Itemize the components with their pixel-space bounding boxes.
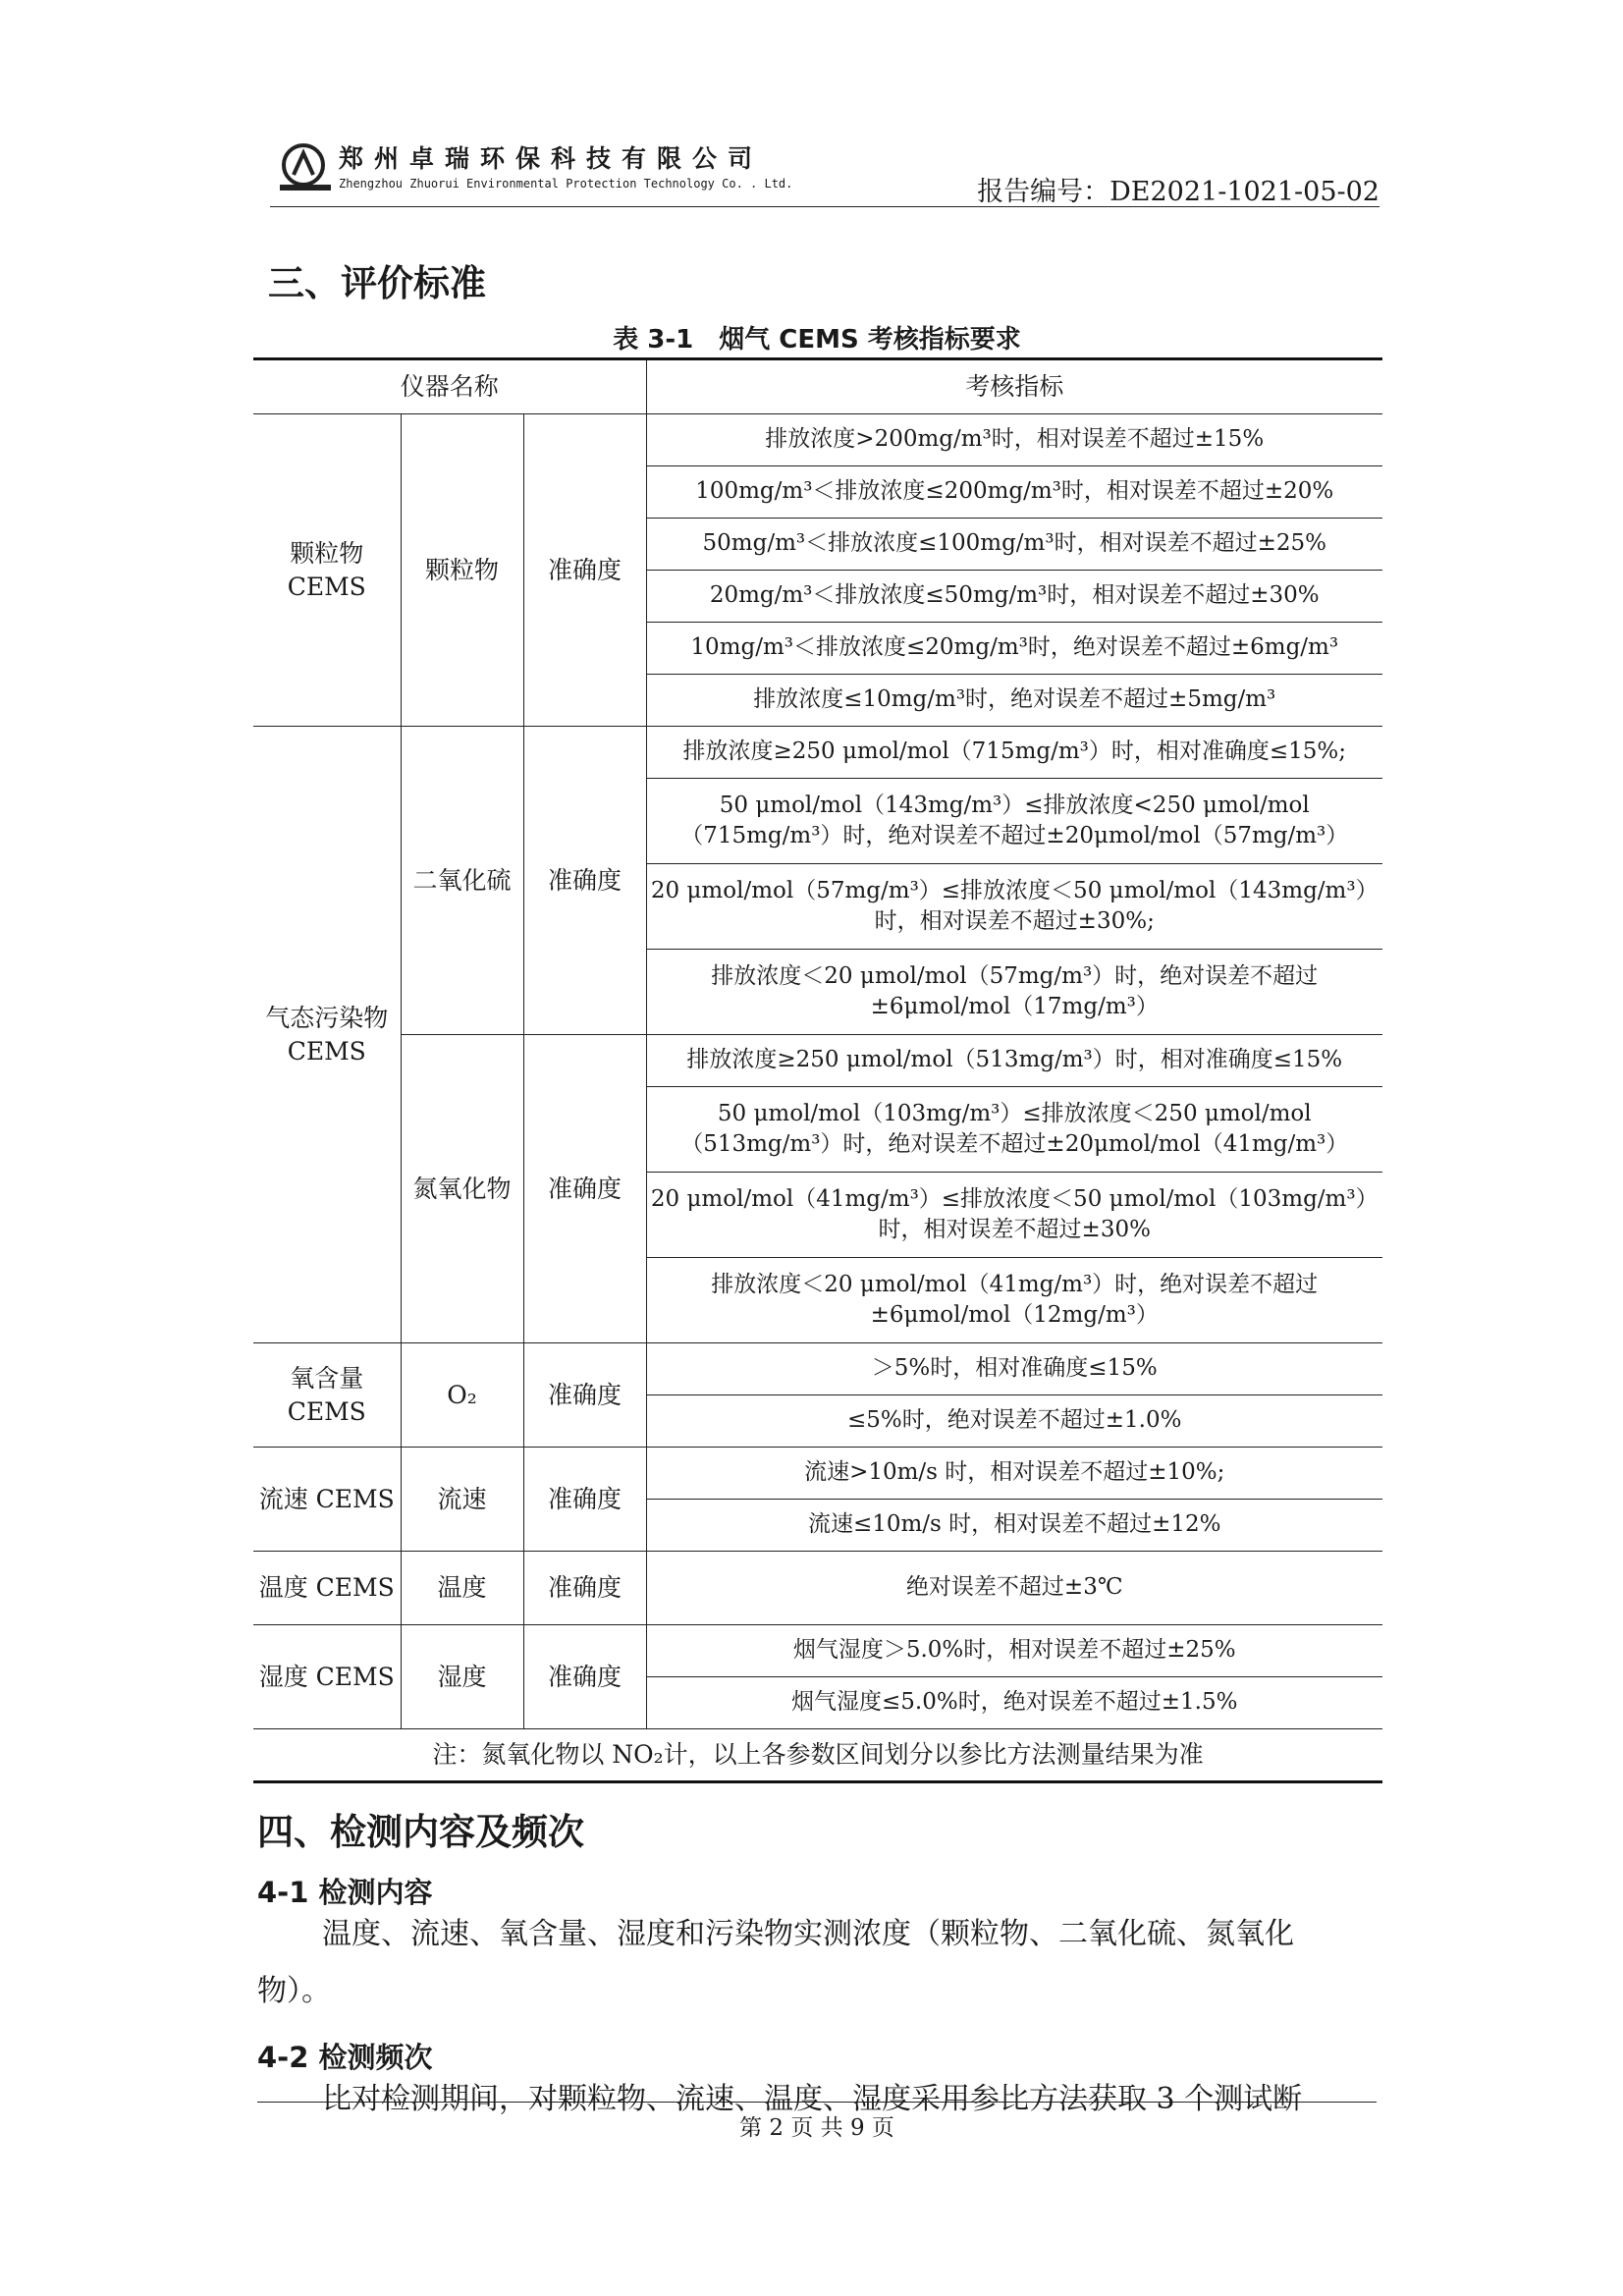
table-header-row — [253, 360, 1382, 414]
paragraph-line: 物）。 — [257, 1974, 331, 2008]
indicator-cell: 排放浓度＜20 μmol/mol（41mg/m³）时，绝对误差不超过±6μmol/mol（12mg/m³） — [646, 1258, 1382, 1343]
table-row — [253, 727, 1382, 779]
table-note-row — [253, 1729, 1382, 1781]
table-row — [253, 1343, 1382, 1395]
metric-particulate: 准确度 — [523, 414, 646, 727]
indicator-cell: 流速≤10m/s 时，相对误差不超过±12% — [646, 1500, 1382, 1552]
indicator-cell: 50 μmol/mol（103mg/m³）≤排放浓度＜250 μmol/mol（513mg/m³）时，绝对误差不超过±20μmol/mol（41mg/m³） — [646, 1087, 1382, 1173]
metric-flow: 准确度 — [523, 1448, 646, 1552]
item-humidity: 湿度 — [401, 1625, 523, 1729]
indicator-cell: 排放浓度≤10mg/m³时，绝对误差不超过±5mg/m³ — [646, 675, 1382, 727]
group-temperature: 温度 CEMS — [253, 1552, 401, 1625]
indicator-cell: 50mg/m³＜排放浓度≤100mg/m³时，相对误差不超过±25% — [646, 519, 1382, 571]
paragraph-line: 比对检测期间，对颗粒物、流速、温度、湿度采用参比方法获取 3 个测试断 — [322, 2082, 1303, 2116]
table-row — [253, 414, 1382, 466]
indicator-cell: 20 μmol/mol（41mg/m³）≤排放浓度＜50 μmol/mol（103mg/m³）时，相对误差不超过±30% — [646, 1173, 1382, 1258]
metric-nox: 准确度 — [523, 1035, 646, 1343]
footer-divider — [257, 2102, 1377, 2103]
indicator-cell: 100mg/m³＜排放浓度≤200mg/m³时，相对误差不超过±20% — [646, 466, 1382, 519]
indicator-cell: 10mg/m³＜排放浓度≤20mg/m³时，绝对误差不超过±6mg/m³ — [646, 623, 1382, 675]
section-4-title: 四、检测内容及频次 — [257, 1811, 584, 1853]
table-row — [253, 1035, 1382, 1087]
header-divider — [270, 206, 1380, 207]
indicator-cell: 排放浓度＜20 μmol/mol（57mg/m³）时，绝对误差不超过±6μmol/mol（17mg/m³） — [646, 950, 1382, 1035]
indicator-cell: 20mg/m³＜排放浓度≤50mg/m³时，相对误差不超过±30% — [646, 571, 1382, 623]
company-logo-icon — [280, 141, 331, 192]
metric-so2: 准确度 — [523, 727, 646, 1035]
page-number: 第 2 页 共 9 页 — [739, 2115, 894, 2141]
group-particulate: 颗粒物 CEMS — [253, 414, 401, 727]
indicator-cell: 绝对误差不超过±3℃ — [646, 1552, 1382, 1625]
subsection-4-1-title: 4-1 检测内容 — [257, 1876, 433, 1909]
indicator-cell: ＞5%时，相对准确度≤15% — [646, 1343, 1382, 1395]
section-3-title: 三、评价标准 — [268, 262, 486, 304]
indicator-cell: 排放浓度≥250 μmol/mol（513mg/m³）时，相对准确度≤15% — [646, 1035, 1382, 1087]
item-temperature: 温度 — [401, 1552, 523, 1625]
page-header — [270, 136, 1380, 206]
paragraph-line: 温度、流速、氧含量、湿度和污染物实测浓度（颗粒物、二氧化硫、氮氧化 — [322, 1917, 1294, 1951]
company-name-en: Zhengzhou Zhuorui Environmental Protection Technology Co. . Ltd. — [339, 177, 793, 191]
group-gaseous: 气态污染物 CEMS — [253, 727, 401, 1343]
indicator-cell: ≤5%时，绝对误差不超过±1.0% — [646, 1395, 1382, 1448]
indicator-cell: 烟气湿度≤5.0%时，绝对误差不超过±1.5% — [646, 1677, 1382, 1729]
table-row — [253, 1552, 1382, 1625]
item-particulate: 颗粒物 — [401, 414, 523, 727]
table-row — [253, 1448, 1382, 1500]
indicator-cell: 流速>10m/s 时，相对误差不超过±10%; — [646, 1448, 1382, 1500]
table-note: 注：氮氧化物以 NO₂计，以上各参数区间划分以参比方法测量结果为准 — [253, 1729, 1382, 1781]
header-indicator: 考核指标 — [646, 360, 1382, 414]
report-number: 报告编号：DE2021-1021-05-02 — [977, 177, 1380, 207]
indicator-cell: 20 μmol/mol（57mg/m³）≤排放浓度＜50 μmol/mol（143mg/m³）时，相对误差不超过±30%; — [646, 864, 1382, 950]
indicator-cell: 烟气湿度＞5.0%时，相对误差不超过±25% — [646, 1625, 1382, 1677]
metric-oxygen: 准确度 — [523, 1343, 646, 1448]
metric-humidity: 准确度 — [523, 1625, 646, 1729]
indicator-cell: 排放浓度>200mg/m³时，相对误差不超过±15% — [646, 414, 1382, 466]
table-caption: 表 3-1 烟气 CEMS 考核指标要求 — [613, 325, 1021, 355]
metric-temperature: 准确度 — [523, 1552, 646, 1625]
subsection-4-2-title: 4-2 检测频次 — [257, 2041, 433, 2074]
group-oxygen: 氧含量 CEMS — [253, 1343, 401, 1448]
company-name-cn: 郑州卓瑞环保科技有限公司 — [339, 144, 764, 173]
table-bottom-rule — [253, 1780, 1382, 1783]
indicator-cell: 排放浓度≥250 μmol/mol（715mg/m³）时，相对准确度≤15%; — [646, 727, 1382, 779]
item-oxygen: O₂ — [401, 1343, 523, 1448]
group-flow: 流速 CEMS — [253, 1448, 401, 1552]
header-instrument: 仪器名称 — [253, 360, 646, 414]
item-flow: 流速 — [401, 1448, 523, 1552]
table-row — [253, 1625, 1382, 1677]
indicator-cell: 50 μmol/mol（143mg/m³）≤排放浓度<250 μmol/mol（715mg/m³）时，绝对误差不超过±20μmol/mol（57mg/m³） — [646, 779, 1382, 864]
cems-standards-table — [253, 360, 1382, 1780]
group-humidity: 湿度 CEMS — [253, 1625, 401, 1729]
item-so2: 二氧化硫 — [401, 727, 523, 1035]
item-nox: 氮氧化物 — [401, 1035, 523, 1343]
